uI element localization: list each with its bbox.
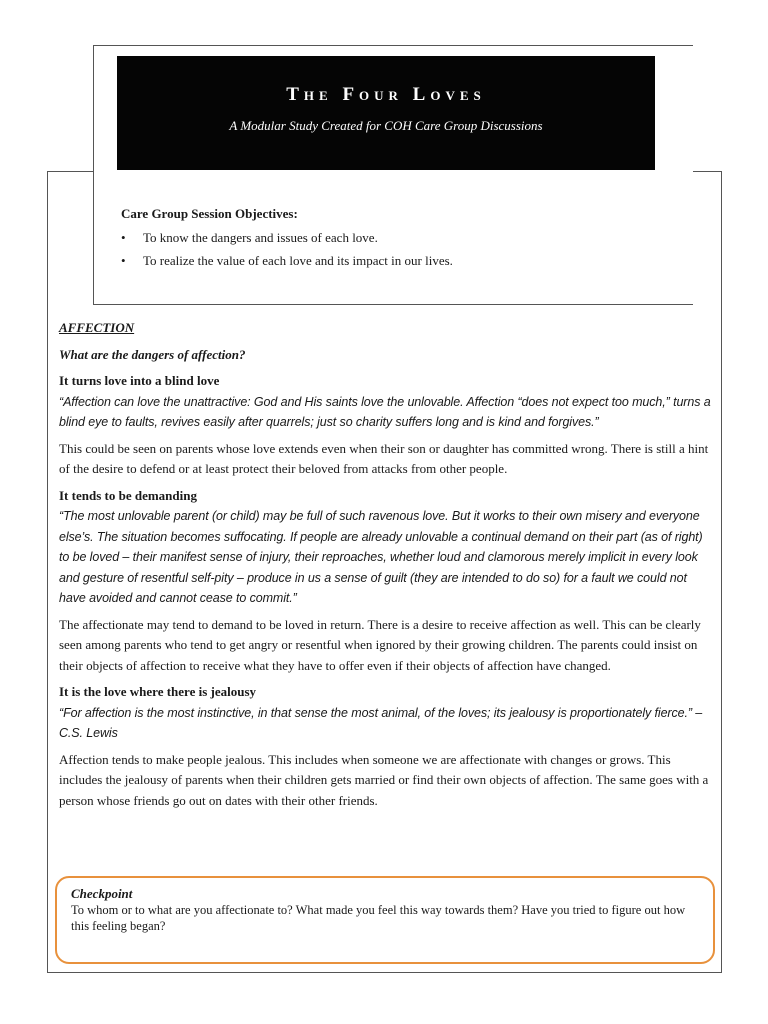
bullet-icon: • [121,230,126,245]
section-title: AFFECTION [59,320,135,335]
checkpoint-box [55,876,715,964]
objective-text: To realize the value of each love and its impact in our lives. [143,253,453,268]
danger-heading: It is the love where there is jealousy [59,684,257,699]
danger-quote: “For affection is the most instinctive, in that sense the most animal, of the loves; its jealousy is proportionately fierce.” – C.S. Lewis [59,705,703,740]
title-banner [117,56,655,170]
main-content [59,318,711,817]
danger-paragraph: This could be seen on parents whose love extends even when their son or daughter has committed wrong. There is still a hint of the desire to defend or at least protect their beloved from attacks from other people. [59,440,709,476]
section-question: What are the dangers of affection? [59,346,246,362]
objective-item [121,226,661,249]
checkpoint-question: To whom or to what are you affectionate to? What made you feel this way towards them? Have you tried to figure out how this feeling began? [71,903,686,933]
danger-paragraph: Affection tends to make people jealous. This includes when someone we are affectionate with changes or grows. This includes the jealousy of parents when their children gets married or find their own objects of affection. The same goes with a person whose friends go out on dates with their other friends. [59,751,709,808]
bullet-icon: • [121,253,126,268]
objective-item [121,249,661,272]
document-subtitle: A Modular Study Created for COH Care Group Discussions [229,118,543,133]
objectives-list [121,226,661,272]
objectives-heading: Care Group Session Objectives: [121,206,298,221]
danger-heading: It turns love into a blind love [59,373,220,388]
document-title: The Four Loves [286,84,486,105]
checkpoint-title: Checkpoint [71,886,133,901]
session-objectives [121,203,661,272]
objective-text: To know the dangers and issues of each love. [143,230,378,245]
danger-paragraph: The affectionate may tend to demand to be loved in return. There is a desire to receive affection as well. This can be clearly seen among parents who tend to get angry or resentful when ignored by their growing children. The parents could insist on their objects of affection to receive what they have to offer even if their objects of affection have changed. [59,616,701,673]
danger-quote: “The most unlovable parent (or child) may be full of such ravenous love. But it works to their own misery and everyone else’s. The situation becomes suffocating. If people are already unlovable a continual demand on their part (as of right) to be loved – their manifest sense of injury, their reproaches, whether loud and clamorous merely implicit in every look and gesture of resentful self-pity – produce in us a sense of guilt (they are intended to do so) for a fault we could not have avoided and cannot cease to commit.” [59,509,703,605]
danger-quote: “Affection can love the unattractive: God and His saints love the unlovable. Affection “does not expect too much,” turns a blind eye to faults, revives easily after quarrels; just so charity suffers long and is kind and forgives.” [59,394,711,429]
danger-heading: It tends to be demanding [59,487,197,503]
